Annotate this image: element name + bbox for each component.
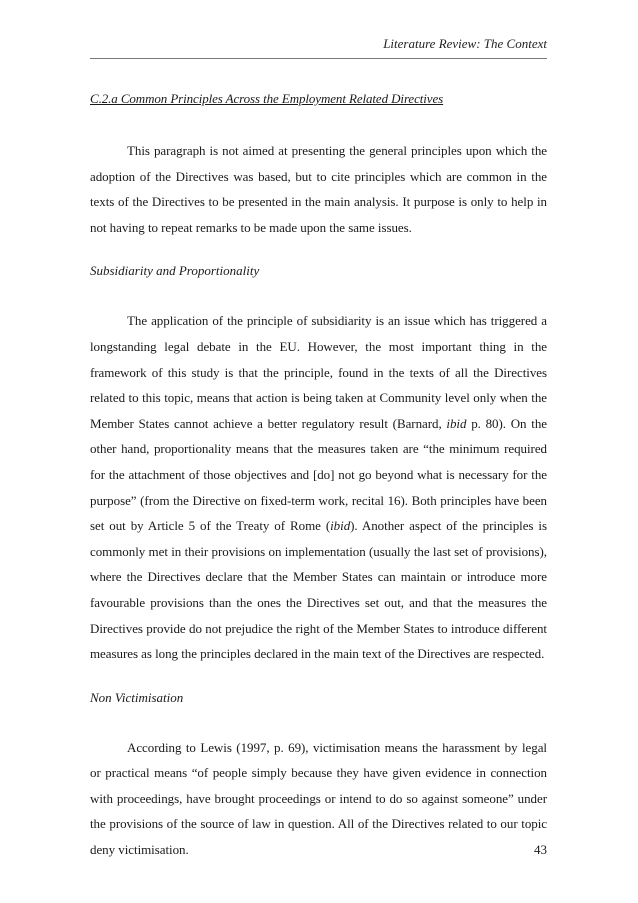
citation-ibid: ibid bbox=[330, 518, 351, 534]
spacer bbox=[90, 240, 547, 258]
citation-ibid: ibid bbox=[446, 415, 467, 431]
intro-paragraph: This paragraph is not aimed at presenting the general principles upon which the adoption of the Directives was based, but to cite principles which are common in the texts of the Directives to be presented in the main analysis. It purpose is only to help in not having to repeat remarks to be made upon the same issues. bbox=[90, 143, 547, 235]
subsidiarity-paragraph bbox=[90, 308, 547, 666]
victimisation-paragraph: According to Lewis (1997, p. 69), victimisation means the harassment by legal or practical means “of people simply because they have given evidence in connection with proceedings, have brought proceedings or intend to do so against someone” under the provisions of the source of law in question. All of the Directives related to our topic deny victimisation. bbox=[90, 739, 547, 858]
page-number: 43 bbox=[534, 842, 547, 857]
section-title: C.2.a Common Principles Across the Employment Related Directives bbox=[90, 91, 444, 106]
subheading-subsidiarity: Subsidiarity and Proportionality bbox=[90, 263, 260, 279]
subheading-non-victimisation: Non Victimisation bbox=[90, 689, 184, 705]
paragraph-text: ). Another aspect of the principles is commonly met in their provisions on implementation (usually the last set of provisions), where the Directives declare that the Member States can maintain or introduce more favourable provisions than the ones the Directives set out, and that the measures the Directives provide do not prejudice the right of the Member States to introduce different measures as long the principles declared in the main text of the Directives are respected. bbox=[90, 518, 547, 662]
header-rule bbox=[90, 58, 547, 59]
paragraph-text: The application of the principle of subsidiarity is an issue which has triggered a longstanding legal debate in the EU. However, the most important thing in the framework of this study is that the principle, found in the texts of all the Directives related to this topic, means that action is being taken at Community level only when the Member States cannot achieve a better regulatory result (Barnard, bbox=[90, 313, 547, 431]
spacer bbox=[90, 283, 547, 308]
spacer bbox=[90, 667, 547, 685]
paragraph-text: p. 80). On the other hand, proportionality means that the measures taken are “the minimum required for the attachment of those objectives and [do] not go beyond what is necessary for the purpose” (from the Directive on fixed-term work, recital 16). Both principles have been set out by Article 5 of the Treaty of Rome ( bbox=[90, 415, 547, 534]
page-content bbox=[90, 86, 547, 863]
running-header: Literature Review: The Context bbox=[383, 36, 547, 51]
spacer bbox=[90, 710, 547, 735]
